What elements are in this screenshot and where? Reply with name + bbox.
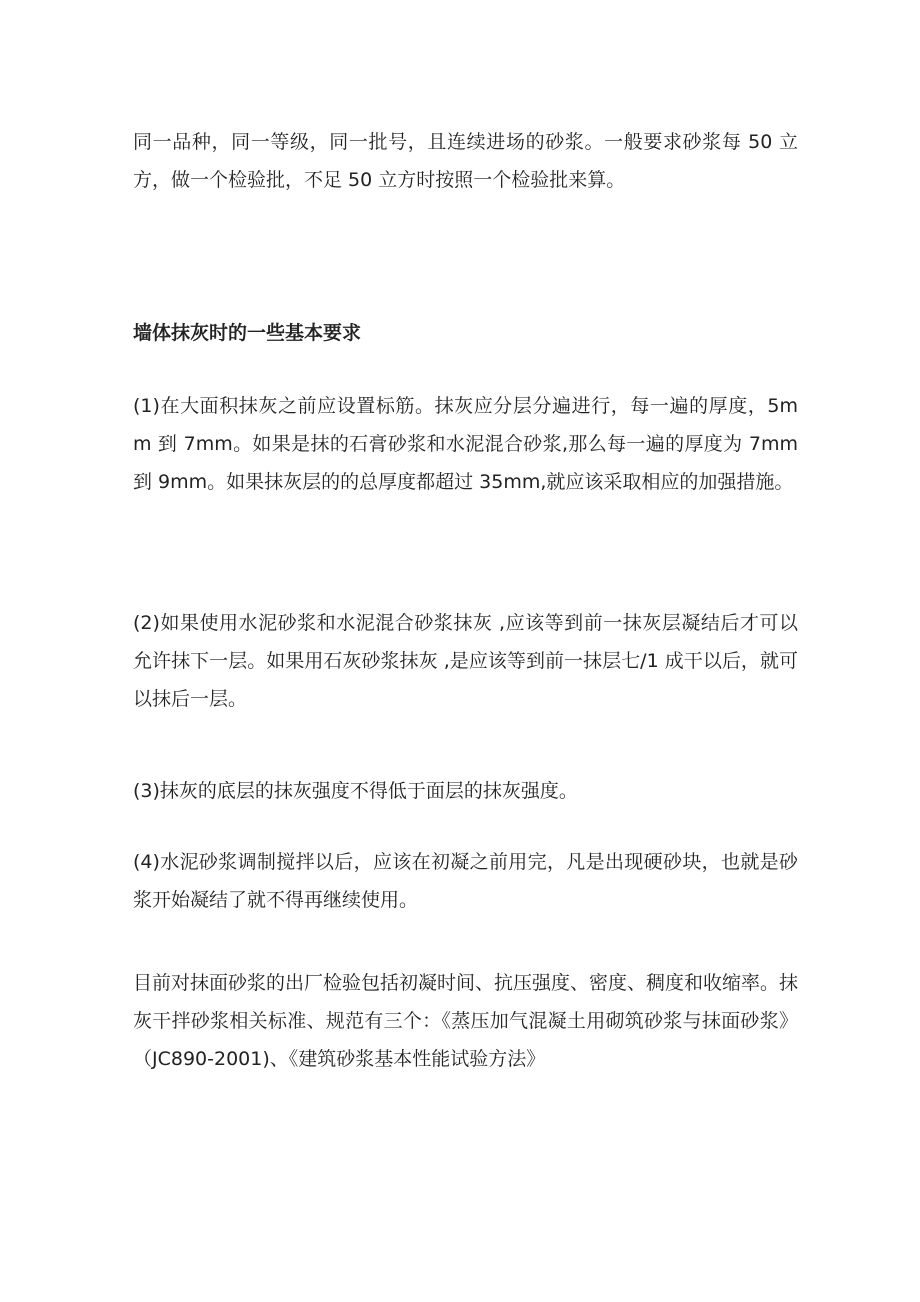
requirement-4-paragraph: (4)水泥砂浆调制搅拌以后，应该在初凝之前用完，凡是出现硬砂块，也就是砂浆开始凝结了就不得再继续使用。 [133,851,798,911]
closing-paragraph: 目前对抹面砂浆的出厂检验包括初凝时间、抗压强度、密度、稠度和收缩率。抹灰干拌砂浆相关标准、规范有三个：《蒸压加气混凝土用砌筑砂浆与抹面砂浆》（JC890-2001)、《建筑砂浆基本性能试验方法》 [133,972,799,1070]
requirement-2-paragraph: (2)如果使用水泥砂浆和水泥混合砂浆抹灰 ,应该等到前一抹灰层凝结后才可以允许抹下一层。如果用石灰砂浆抹灰 ,是应该等到前一抹层七/1 成干以后，就可以抹后一层。 [133,612,798,710]
intro-paragraph: 同一品种，同一等级，同一批号，且连续进场的砂浆。一般要求砂浆每 50 立方，做一个检验批，不足 50 立方时按照一个检验批来算。 [133,131,798,191]
requirement-3-paragraph: (3)抹灰的底层的抹灰强度不得低于面层的抹灰强度。 [133,780,578,802]
requirement-1-paragraph: (1)在大面积抹灰之前应设置标筋。抹灰应分层分遍进行，每一遍的厚度，5mm 到 7mm。如果是抹的石膏砂浆和水泥混合砂浆,那么每一遍的厚度为 7mm 到 9mm。如果抹灰层的的总厚度都超过 35mm,就应该采取相应的加强措施。 [133,395,798,493]
section-heading: 墙体抹灰时的一些基本要求 [133,322,362,344]
